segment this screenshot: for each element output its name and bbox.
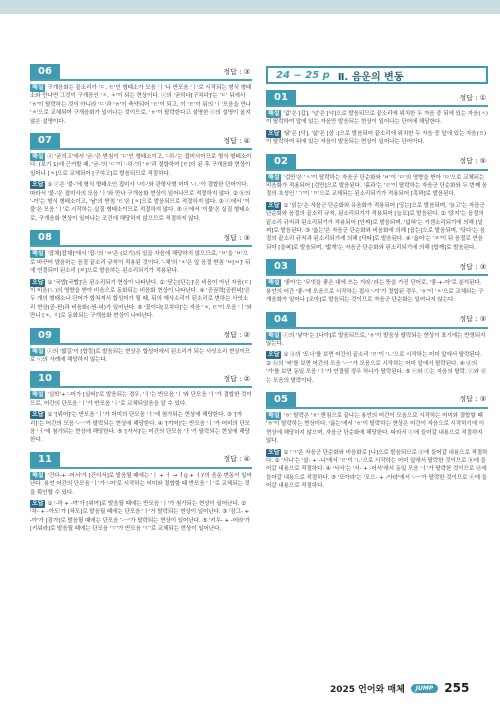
- question-block-09: [30, 328, 252, 365]
- page-footer: [330, 681, 469, 695]
- page-number: 255: [444, 681, 470, 695]
- question-number: 06: [30, 64, 60, 79]
- right-question-list: [266, 90, 488, 491]
- answer-label: 정답 : ③: [223, 67, 250, 76]
- question-header: [30, 452, 252, 469]
- question-number: 08: [30, 230, 60, 245]
- question-block-04: [266, 312, 488, 385]
- question-block-03: [266, 259, 488, 304]
- wrong-answer-tag: 오답: [268, 129, 280, 137]
- answer-label: 정답 : ②: [223, 374, 250, 383]
- explanation-paragraph: [266, 351, 488, 385]
- explanation-paragraph: [30, 348, 252, 365]
- paragraph-text: '닭'은 [닥], '삶'은 [삼 :]으로 발음되어 끝소리에 위치한 두 자음 중 앞에 있는 자음(ㄹ)이 탈락하여 뒤에 있는 자음이 발음되는 현상이 일어나는 단어이다.: [266, 130, 487, 146]
- question-block-02: [266, 154, 488, 253]
- explanation-paragraph: [266, 130, 488, 147]
- unit-pages: 24 ~ 25 p: [276, 69, 330, 81]
- explanation-paragraph: [266, 412, 488, 446]
- answer-label: 정답 : ③: [459, 262, 486, 271]
- answer-label: 정답 : ③: [223, 233, 250, 242]
- unit-banner: [266, 66, 488, 84]
- question-number: 07: [30, 133, 60, 148]
- question-header: [30, 64, 252, 81]
- paragraph-text: 'ㅎ' 탈락은 'ㅎ' 받침으로 끝나는 용언의 어간이 모음으로 시작하는 어미와 결합할 때 'ㅎ'이 탈락하는 현상이다. '끓는'에서 'ㅎ'이 탈락하는 현상은 어간이 자음으로 시작하기에 이 현상에 해당하지 않으며, 자음군 단순화에 해당한다. 따라서 ⓒ에 들어갈 내용으로 적절하지 않다.: [266, 412, 485, 445]
- paragraph-text: '좋아'는 '무엇을 좋은 대에 쓰는 거라.'라는 뜻을 가진 단어로, '좋-+-아'로 분석된다. 용언의 어간 '좋-'에 모음으로 시작하는 접사 '-이'가 결합된 경우, 'ㅎ'이 'ㅊ'으로 교체되는 구개음화가 일어나 [조아]로 발음되는 것이므로 자음군 단순화는 일어나지 않는다.: [266, 280, 484, 304]
- paragraph-text: '값'은 [갑], '넋'은 [넉]으로 발음되므로 끝소리에 위치한 두 자음 중 뒤에 있는 자음(ㅅ)이 탈락하여 앞에 있는 자음만 발음되는 현상이 일어나는 단어에 해당한다.: [266, 111, 488, 126]
- explanation-paragraph: [30, 250, 252, 275]
- jump-logo: JUMP: [411, 684, 438, 693]
- explanation-tag: 해설: [268, 110, 280, 117]
- answer-label: 정답 : ①: [459, 93, 486, 102]
- question-number: 10: [30, 371, 60, 386]
- question-number: 03: [266, 259, 296, 274]
- paragraph-text: ① '[위어]'는 반모음 'ㅣ'가 어미의 단모음 'ㅓ'에 첨가되는 현상에 해당한다. ③ '[자리]'는 어간의 모음 '-ㅡ'가 탈락되는 현상에 해당한다. ④ '[끼어]'는 반모음 'ㅣ'가 어미의 단모음 'ㅓ'에 첨가되는 현상에 해당한다. ⑤ '[자서]'는 어간의 단모음 'ㅏ'가 탈락되는 현상에 해당한다.: [30, 412, 250, 444]
- explanation-tag: 해설: [32, 250, 44, 258]
- paragraph-text: ① '읽는'은 자음군 단순화와 유음화가 적용되어 [잉는]으로 발음되며, '늙고'는 자음군 단순화와 음절의 끝소리 규칙, 된소리되기가 적용되어 [늘꼬]로 발음된다. ② '앉지'는 음절의 끝소리 규칙과 된소리되기가 적용되어 [안찌]로 발음되며, '넓혀'는 거센소리되기에 의해 [널펴]로 발음된다. ③ '읊는'은 자음군 단순화와 비음화에 의해 [읍는]으로 발음되며, '닦다'는 음절의 끝소리 규칙과 된소리되기에 의해 [닥따]로 발음된다. ④ '읊어'는 'ㅍ'이 뒤 음절로 연음되어 [을퍼]로 발음되며, '밟게'는 자음군 단순화와 된소리되기에 의해 [밥께]로 발음된다.: [266, 202, 486, 251]
- paragraph-text: '잡채[잡채]'에서 '잡-'의 'ㅂ'은 (보기)의 일곱 자음에 해당하지 않으므로, 'ㅁ'을 'ㅂ'으로 바꾸어 말음하는 음절 끝소리 규칙이 적용된 것이다. '-채'의 'ㅊ'은 앞 음절 받침 'ㅂ[ㅂ]' 뒤에 연결되어 된소리 [ㅉ]으로 발음하는 된소리되기가 적용된다.: [30, 251, 251, 275]
- answer-label: 정답 : ④: [223, 455, 250, 464]
- explanation-paragraph: [266, 279, 488, 304]
- question-header: [266, 392, 488, 409]
- question-block-08: [30, 230, 252, 320]
- explanation-paragraph: [30, 84, 252, 126]
- answer-label: 정답 : ②: [223, 331, 250, 340]
- question-header: [30, 133, 252, 150]
- answer-label: 정답 : ③: [459, 315, 486, 323]
- explanation-tag: 해설: [32, 153, 44, 161]
- explanation-paragraph: [266, 202, 488, 252]
- answer-label: 정답 : ③: [459, 395, 486, 404]
- unit-title: Ⅱ. 음운의 변동: [337, 71, 404, 83]
- top-color-band: [0, 0, 500, 14]
- explanation-tag: 해설: [32, 347, 44, 355]
- paragraph-text: ① '국밥[국빱]'은 된소리되기 현상이 나타난다. ② '닫는[단는]'은 비음이 아닌 자음(ㄷ)이 비음(ㄴ)의 영향을 받아 비음으로 동화되는 비음화 현상이 나타난다. ④ '공권력[공꿘녁]'은 두 개의 형태소나 단어가 합쳐져서 합성어가 될 때, 뒤의 예사소리가 된소리로 변하는 사잇소리 현상(공-꿘)과 비음화(-꿘-녁)가 일어난다. ⑤ '꽃이다[꼬치다]'는 자음 'ㅊ, ㅌ'이 모음 'ㅣ'와 만나 [ㅊ, ㅈ]로 동화되는 구개음화 현상이 나타난다.: [30, 279, 252, 320]
- question-block-11: [30, 452, 252, 534]
- explanation-paragraph: [30, 411, 252, 445]
- question-number: 02: [266, 154, 296, 169]
- explanation-tag: 해설: [32, 84, 44, 91]
- explanation-tag: 해설: [268, 331, 280, 339]
- explanation-tag: 해설: [32, 391, 44, 399]
- wrong-answer-tag: 오답: [268, 448, 280, 456]
- question-number: 04: [266, 312, 296, 327]
- answer-label: 정답 : ⑤: [459, 157, 486, 166]
- wrong-answer-tag: 오답: [268, 201, 280, 209]
- explanation-paragraph: [30, 472, 252, 497]
- wrong-answer-tag: 오답: [268, 351, 280, 359]
- paragraph-text: '겁만'은 'ㅅ'이 탈락하는 자음군 단순화와 'ㅂ'이 'ㅁ'의 영향을 받아 'ㅁ'으로 교체되는 비음화가 적용되어 [검만]으로 발음된다. '흙과'는 'ㄹ'이 탈락하는 자음군 단순화와 두 번째 음절의 초성인 'ㄱ'이 'ㄲ'으로 교체되는 된소리되기가 적용되어 [흑꽈]로 발음된다.: [266, 174, 487, 198]
- explanation-paragraph: [30, 153, 252, 178]
- wrong-answer-tag: 오답: [32, 500, 44, 507]
- explanation-tag: 해설: [268, 173, 280, 181]
- question-header: [30, 371, 252, 388]
- question-header: [30, 230, 252, 247]
- explanation-tag: 해설: [268, 279, 280, 287]
- explanation-paragraph: [30, 181, 252, 223]
- explanation-paragraph: [266, 110, 488, 127]
- paragraph-text: ⓒ의 '밟길'이 [밥낄]로 발음되는 현상은 합성어에서 된소리가 되는 사잇소리 현상이므로 ⓒ의 사례에 해당하지 않는다.: [30, 348, 251, 363]
- question-number: 05: [266, 392, 296, 407]
- paragraph-text: ① '-하 + -여'가 [위여]로 발음될 때에는 반모음 'ㅣ'가 첨가되는 현상이 일어난다. ② '차- + -아도'가 [차도]로 발음될 때에는 단모음 'ㅏ'가 탈락되는 현상이 일어난다. ③ '잠그- + -아'가 [잠가]로 발음될 때에는 단모음 '-ㅡ'가 탈락되는 현상이 일어난다. ⑤ '키우- + -어라'가 [키워라]로 발음될 때에는 단모음 'ㅜ'가 반모음 'ㅜ'로 교체되는 현상이 일어난다.: [30, 501, 251, 533]
- paragraph-text: '실학'+ '-어가 [실버]'로 발음되는 경우, 'ㅕ'는 반모음 'ㅣ'와 단모음 'ㅓ'가 결합한 것이므로, 어간의 단모음 'ㅣ'가 반모음 'ㅣ'로 교체되었음을 알 수 있다.: [30, 392, 252, 407]
- footer-book-title: 2025 언어와 매체: [330, 684, 405, 695]
- question-header: [266, 90, 488, 107]
- question-header: [30, 328, 252, 345]
- explanation-paragraph: [30, 391, 252, 408]
- paragraph-text: ⓐ '굳히고'에서 '굳-'은 받침이 'ㄷ'인 형태소이고, '-히-'는 접미사이므로 형식 형태소이다. (보기 1)에 근거할 때, '굳-'의 'ㄷ'이 '-히-'의 'ㅎ'과 결합하여 [ㅌ]이 된 후 구개음화 현상이 일어나 [ㅊ]으로 교체되어 [구치고]로 발음되므로 적절하다.: [30, 154, 252, 177]
- question-header: [266, 154, 488, 171]
- explanation-paragraph: [30, 279, 252, 321]
- question-header: [266, 312, 488, 329]
- question-number: 01: [266, 90, 296, 105]
- question-block-01: [266, 90, 488, 147]
- paragraph-text: '건다-+ -어서'가 [건더서]로 발음될 때에는 'ㅣ + ㅓ → ㅕ(j + ㅓ)'의 음운 변동이 일어난다. 용언 어간의 단모음 'ㅣ'가 '-어'로 시작하는 어미와 결합할 때 반모음 'ㅣ'로 교체되는 것을 확인할 수 있다.: [30, 472, 252, 496]
- explanation-tag: 해설: [268, 411, 280, 419]
- question-number: 11: [30, 452, 60, 467]
- paragraph-text: 구개음화는 끝소리가 'ㄷ, ㅌ'인 형태소가 모음 'ㅣ'나 반모음 'ㅣ'로 시작되는 형식 형태소와 만나면 그것이 구개음인 'ㅈ, ㅊ'이 되는 현상이다. ⓒ의 '굳히다[구치다]'는 'ㄷ' 뒤에서 'ㅎ'이 탈락하는 것이 아니라 'ㄷ'과 'ㅎ'이 축약되어 'ㅌ'이 되고, 이 'ㅌ'이 뒤의 'ㅣ'모음을 만나 'ㅊ'으로 교체되어 구개음화가 일어나는 것이므로, 'ㅎ'이 탈락한다고 설명한 ⓒ의 설명이 올지 않은 설명이다.: [30, 85, 252, 125]
- explanation-paragraph: [30, 500, 252, 534]
- wrong-answer-tag: 오답: [32, 411, 44, 419]
- paragraph-text: ① ⓐ의 '도너'를 보면 어간의 끝소리 'ㄹ'이 'ㄴ'으로 시작하는 어미 앞에서 탈락된다. ② ⓑ의 '써'를 보면 어간의 모음 '-ㅡ'가 모음으로 시작하는 어미 앞에서 탈락된다. ④ ⓓ의 '가'를 보면 동일 모음 'ㅏ'가 연결될 경우 하나가 탈락된다. ⑤ ⓔ와 ⓕ는 자음의 탈락, ⓒ와 ⓓ는 모음의 탈락이다.: [266, 352, 487, 384]
- wrong-answer-tag: 오답: [32, 181, 44, 189]
- question-block-05: [266, 392, 488, 491]
- question-block-10: [30, 371, 252, 444]
- explanation-paragraph: [266, 332, 488, 349]
- paragraph-text: ① 'ㄱ'은 자음군 단순화와 비음화로 [니]으로 발음되므로 ⓐ에 들어갈 내용으로 적절하다. ② '서니'는 '살- + -니'에서 'ㄹ'이 'ㄴ'으로 시작하는 어미 앞에서 탈락한 것이므로 ⓑ에 들어갈 내용으로 적절하다. ④ '서서'는 '서- + -어서'에서 동일 모음 'ㅓ'가 탈락한 것이므로 ⓓ에 들어갈 내용으로 적절하다. ⑤ '모아라'는 '모으- + -아라'에서 '-ㅡ'가 탈락한 것이므로 ⓔ에 들어갈 내용으로 적절하다.: [266, 449, 488, 490]
- question-block-07: [30, 133, 252, 223]
- answer-label: 정답 : ④: [223, 136, 250, 145]
- explanation-tag: 해설: [32, 471, 44, 479]
- right-column: [266, 66, 488, 498]
- paragraph-text: ① ⓒ은 '붙-'에 형식 형태소인 접미사 '-이-'와 관형사형 어미 '-ㄴ'이 결합한 단어이다. 따라서 '붙-'은 접미사의 모음 'ㅣ'와 만나 구개음화 현상이 일어나므로 적절하지 않다. ② ⓑ의 '-이'는 형식 형태소이고, '낱'의 받침 'ㅌ'은 [ㅊ]으로 발음되므로 적절하지 않다. ③ ⓒ에서 '이불'은 모음 'ㅣ'로 시작하는 실질 형태소이므로 적절하지 않다. ⑤ ⓔ에서 '이불'은 실질 형태소로, 구개음화 현상이 일어나는 조건에 해당하지 않으므로 적절하지 않다.: [30, 182, 251, 222]
- paragraph-text: ⓒ의 '낳아'는 [나아]로 발음되므로, 'ㅎ'이 발음상 탈락되는 현상이 표기에는 반영되지 않는다.: [266, 332, 486, 347]
- explanation-paragraph: [266, 449, 488, 491]
- explanation-paragraph: [266, 174, 488, 199]
- wrong-answer-tag: 오답: [32, 278, 44, 286]
- question-number: 09: [30, 328, 60, 343]
- question-block-06: [30, 64, 252, 126]
- question-header: [266, 259, 488, 276]
- left-column: [30, 64, 252, 541]
